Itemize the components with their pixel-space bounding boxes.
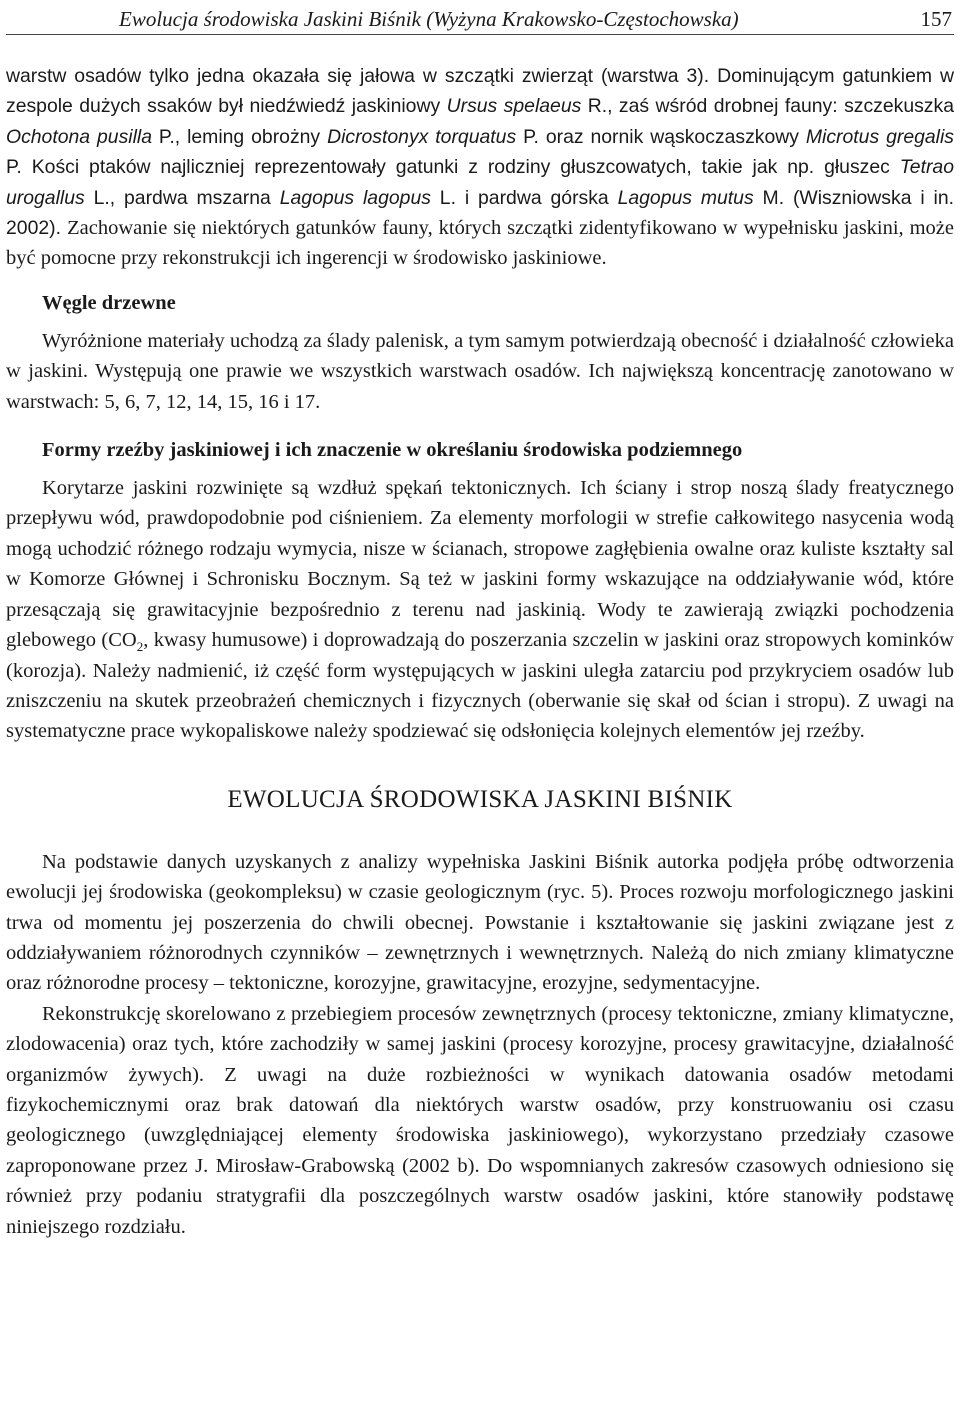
document-page [6,0,954,1242]
page-number: 157 [920,7,952,31]
text-run: R., zaś wśród drobnej fauny: szczekuszka [581,95,954,118]
running-title: Ewolucja środowiska Jaskini Biśnik (Wyżyna Krakowsko-Częstochowska) [119,7,739,31]
page-content [6,61,954,1242]
chapter-paragraph-1: Na podstawie danych uzyskanych z analizy wypełniska Jaskini Biśnik autorka podjęła próbę odtworzenia ewolucji jej środowiska (geokompleksu) w czasie geologicznym (ryc. 5). Proces rozwoju morfologicznego jaskini trwa od momentu jej poszerzenia do chwili obecnej. Powstanie i kształtowanie się jaskini związane jest z oddziaływaniem różnorodnych czynników – zewnętrznych i wewnętrznych. Należą do nich zmiany klimatyczne oraz różnorodne procesy – tektoniczne, korozyjne, grawitacyjne, erozyjne, sedymentacyjne. [6,850,954,995]
text-run: warstw osadów tylko jedna okazała się jałowa w szczątki zwierząt (warstwa 3). Dominującym gatunkiem w zespole dużych ssaków był niedźwiedź jaskiniowy [6,65,954,118]
fauna-text-sans [6,65,954,239]
section-heading-wegle: Węgle drzewne [42,291,176,314]
text-run: L., pardwa mszarna [84,186,280,209]
text-run: Zachowanie się niektórych gatunków fauny, których szczątki zidentyfikowano w wypełnisku jaskini, może być pomocne przy rekonstrukcji ich ingerencji w środowisko jaskiniowe. [6,217,954,270]
text-run: Korytarze jaskini rozwinięte są wzdłuż spękań tektonicznych. Ich ściany i strop noszą ślady freatycznego przepływu wód, prawdopodobnie pod ciśnieniem. Za elementy morfologii w strefie całkowitego nasycenia wodą mogą uchodzić różnego rodzaju wymycia, nisze w ścianach, stropowe zagłębienia owalne oraz kuliste kształty sal w Komorze Głównej i Schronisku Bocznym. Są też w jaskini formy wskazujące na oddziaływanie wód, które przesączają się grawitacyjnie bezpośrednio z terenu nad jaskinią. Wody te zawierają związki pochodzenia glebowego (CO [6,477,954,652]
taxon-name: Ursus spelaeus [446,95,582,118]
section-heading-formy: Formy rzeźby jaskiniowej i ich znaczenie w określaniu środowiska podziemnego [42,439,743,462]
subscript: 2 [136,639,144,655]
chapter-paragraph-2: Rekonstrukcję skorelowano z przebiegiem procesów zewnętrznych (procesy tektoniczne, zmiany klimatyczne, zlodowacenia) oraz tych, które zachodziły w samej jaskini (procesy korozyjne, procesy grawitacyjne, działalność organizmów żywych). Z uwagi na duże rozbieżności w wynikach datowania osadów metodami fizykochemicznymi oraz brak datowań dla niektórych warstw osadów, przy konstruowaniu osi czasu geologicznego (uwzględniającej elementy środowiska jaskiniowego), wykorzystano przedziały czasowe zaproponowane przez J. Mirosław-Grabowską (2002 b). Do wspomnianych zakresów czasowych odniesiono się również przy podaniu stratygrafii dla poszczególnych warstw osadów jaskini, które stanowiły podstawę niniejszego rozdziału. [6,1002,954,1238]
formy-paragraph [6,473,954,747]
taxon-name: Lagopus mutus [617,186,754,209]
chapter-heading: EWOLUCJA ŚRODOWISKA JASKINI BIŚNIK [227,785,733,813]
taxon-name: Tetrao urogallus [6,156,954,209]
text-run: M. (Wiszniowska i in. 2002). [6,186,955,240]
running-header [6,4,954,35]
text-run: P., leming obrożny [152,125,328,148]
text-run: P. Kości ptaków najliczniej reprezentowały gatunki z rodziny głuszcowatych, takie jak np. głuszec [6,156,900,179]
wegle-paragraph: Wyróżnione materiały uchodzą za ślady palenisk, a tym samym potwierdzają obecność i działalność człowieka w jaskini. Występują one prawie we wszystkich warstwach osadów. Ich największą koncentrację zanotowano w warstwach: 5, 6, 7, 12, 14, 15, 16 i 17. [6,329,954,413]
taxon-name: Microtus gregalis [805,125,954,148]
taxon-name: Lagopus lagopus [279,186,431,209]
text-run: P. oraz nornik wąskoczaszkowy [516,125,806,148]
text-run: L. i pardwa górska [430,186,618,209]
fauna-paragraph [6,61,954,274]
taxon-name: Dicrostonyx torquatus [327,125,517,148]
text-run: , kwasy humusowe) i doprowadzają do poszerzania szczelin w jaskini oraz stropowych kominków (korozja). Należy nadmienić, iż część form występujących w jaskini uległa zatarciu pod przykryciem osadów lub zniszczeniu na skutek przeobrażeń chemicznych i fizycznych (oberwanie się skał od ścian i stropu). Z uwagi na systematyczne prace wykopaliskowe należy spodziewać się odsłonięcia kolejnych elementów jej rzeźby. [6,629,954,743]
taxon-name: Ochotona pusilla [6,125,152,148]
